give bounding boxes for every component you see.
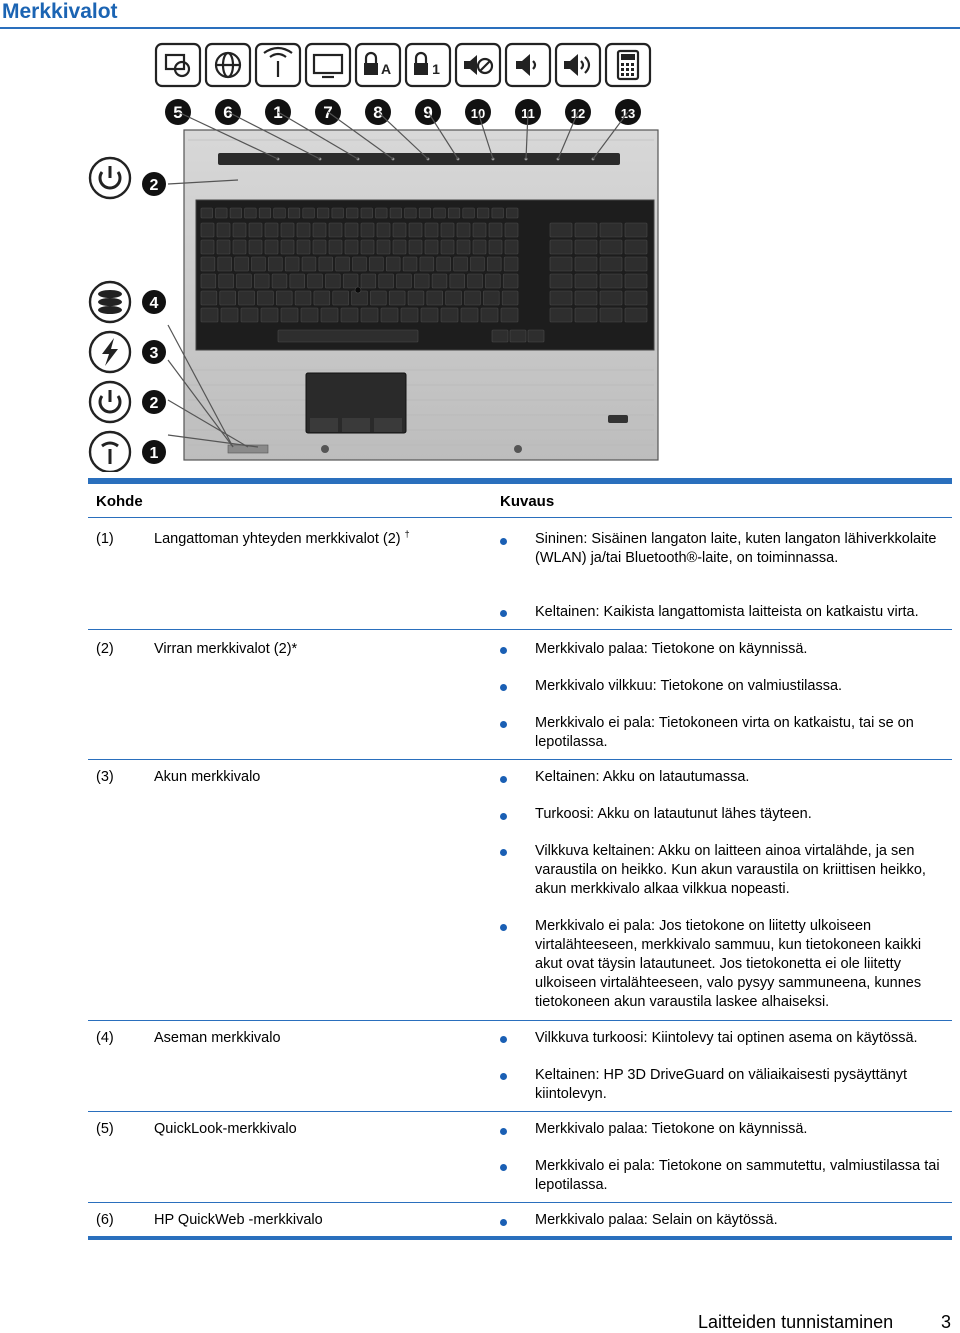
page-number: 3: [941, 1312, 952, 1332]
svg-text:A: A: [380, 61, 392, 77]
svg-text:2: 2: [149, 395, 159, 412]
bullet-icon: [500, 924, 507, 931]
svg-text:7: 7: [323, 103, 333, 122]
battery-icon: [90, 332, 130, 372]
svg-text:4: 4: [149, 295, 159, 312]
fingerprint-reader: [608, 415, 628, 423]
bullet-icon: [500, 849, 507, 856]
description-item: Merkkivalo palaa: Tietokone on käynnissä.: [535, 1121, 808, 1137]
description-item: Merkkivalo ei pala: Tietokoneen virta on katkaistu, tai se on lepotilassa.: [535, 715, 914, 750]
bullet-icon: [500, 776, 507, 783]
row-rule: [88, 1202, 952, 1203]
wireless-icon: [90, 432, 130, 472]
description-item: Sininen: Sisäinen langaton laite, kuten langaton lähiverkkolaite (WLAN) ja/tai Bluetooth®-laite, on toiminnassa.: [535, 531, 937, 566]
row-number: (5): [96, 1121, 114, 1137]
bullet-icon: [500, 1164, 507, 1171]
svg-text:1: 1: [432, 61, 440, 77]
header-item: Kohde: [96, 493, 143, 510]
row-number: (1): [96, 531, 114, 547]
top-callouts: [165, 99, 641, 125]
table-top-rule: [88, 478, 952, 484]
bullet-icon: [500, 1036, 507, 1043]
drive-icon: [90, 282, 130, 322]
row-label: Virran merkkivalot (2)*: [154, 641, 298, 657]
bullet-icon: [500, 647, 507, 654]
wireless-icon: [256, 44, 300, 86]
row-number: (6): [96, 1212, 114, 1228]
svg-text:1: 1: [149, 445, 159, 462]
callout-1: [142, 440, 166, 464]
callout-2: [142, 390, 166, 414]
row-rule: [88, 759, 952, 760]
description-item: Vilkkuva keltainen: Akku on laitteen ainoa virtalähde, ja sen varaustila on heikko. Kun akun varaustila on kriittisen heikko, akun merkkivalo alkaa vilkkua nopeasti.: [535, 843, 926, 897]
laptop-figure: [88, 40, 668, 472]
quicklook-icon: [156, 44, 200, 86]
svg-text:6: 6: [223, 103, 233, 122]
row-label: Langattoman yhteyden merkkivalot (2) †: [154, 529, 410, 547]
bullet-icon: [500, 684, 507, 691]
footer-text: Laitteiden tunnistaminen: [698, 1312, 894, 1332]
row-rule: [88, 1111, 952, 1112]
row-label: QuickLook-merkkivalo: [154, 1121, 297, 1137]
display-icon: [306, 44, 350, 86]
callout-4: [142, 290, 166, 314]
svg-text:11: 11: [521, 106, 535, 121]
bullet-icon: [500, 538, 507, 545]
description-item: Turkoosi: Akku on latautunut lähes täyteen.: [535, 806, 812, 822]
description-item: Vilkkuva turkoosi: Kiintolevy tai optinen asema on käytössä.: [535, 1030, 918, 1046]
laptop-illustration: [88, 40, 668, 472]
row-label: Akun merkkivalo: [154, 769, 261, 785]
web-icon: [206, 44, 250, 86]
description-item: Keltainen: HP 3D DriveGuard on väliaikaisesti pysäyttänyt kiintolevyn.: [535, 1067, 908, 1102]
svg-text:2: 2: [149, 177, 159, 194]
row-label: Aseman merkkivalo: [154, 1030, 281, 1046]
svg-text:8: 8: [373, 103, 383, 122]
description-item: Keltainen: Kaikista langattomista laitteista on katkaistu virta.: [535, 604, 919, 620]
row-number: (4): [96, 1030, 114, 1046]
caps-lock-icon: [356, 44, 400, 86]
header-rule: [88, 517, 952, 518]
top-icon-row: [156, 44, 650, 86]
page-title: Merkkivalot: [0, 0, 124, 26]
power-icon: [90, 382, 130, 422]
calculator-icon: [606, 44, 650, 86]
description-item: Merkkivalo ei pala: Tietokone on sammutettu, valmiustilassa tai lepotilassa.: [535, 1158, 940, 1193]
laptop-base: [184, 130, 658, 460]
svg-text:12: 12: [570, 106, 586, 121]
description-item: Merkkivalo palaa: Selain on käytössä.: [535, 1212, 778, 1228]
mute-icon: [456, 44, 500, 86]
description-item: Keltainen: Akku on latautumassa.: [535, 769, 750, 785]
svg-text:10: 10: [470, 106, 486, 121]
svg-text:5: 5: [173, 103, 183, 122]
bullet-icon: [500, 721, 507, 728]
description-item: Merkkivalo ei pala: Jos tietokone on liitetty ulkoiseen virtalähteeseen, merkkivalo sammuu, kun tietokoneen kaikki akut ovat täysin latautuneet. Jos tietokonetta ei ole liitetty ulkoiseen virtalähteeseen, valo pysyy sammuneena, kunnes tietokoneen akun varaustila laskee alhaiseksi.: [535, 918, 922, 1010]
title-rule: [0, 27, 960, 29]
svg-text:13: 13: [620, 106, 636, 121]
svg-text:9: 9: [423, 103, 433, 122]
bullet-icon: [500, 1073, 507, 1080]
num-lock-icon: [406, 44, 450, 86]
table-bottom-rule: [88, 1236, 952, 1240]
bullet-icon: [500, 610, 507, 617]
row-number: (3): [96, 769, 114, 785]
bullet-icon: [500, 1128, 507, 1135]
svg-text:3: 3: [149, 345, 159, 362]
svg-text:1: 1: [273, 103, 283, 122]
row-number: (2): [96, 641, 114, 657]
row-label: HP QuickWeb -merkkivalo: [154, 1212, 323, 1228]
row-rule: [88, 629, 952, 630]
bullet-icon: [500, 1219, 507, 1226]
description-item: Merkkivalo vilkkuu: Tietokone on valmiustilassa.: [535, 678, 843, 694]
volume-down-icon: [506, 44, 550, 86]
row-rule: [88, 1020, 952, 1021]
callout-3: [142, 340, 166, 364]
volume-up-icon: [556, 44, 600, 86]
header-description: Kuvaus: [500, 493, 555, 510]
power-icon: [90, 158, 130, 198]
side-icon-column: [90, 158, 166, 472]
callout-2: [142, 172, 166, 196]
description-item: Merkkivalo palaa: Tietokone on käynnissä.: [535, 641, 808, 657]
bullet-icon: [500, 813, 507, 820]
